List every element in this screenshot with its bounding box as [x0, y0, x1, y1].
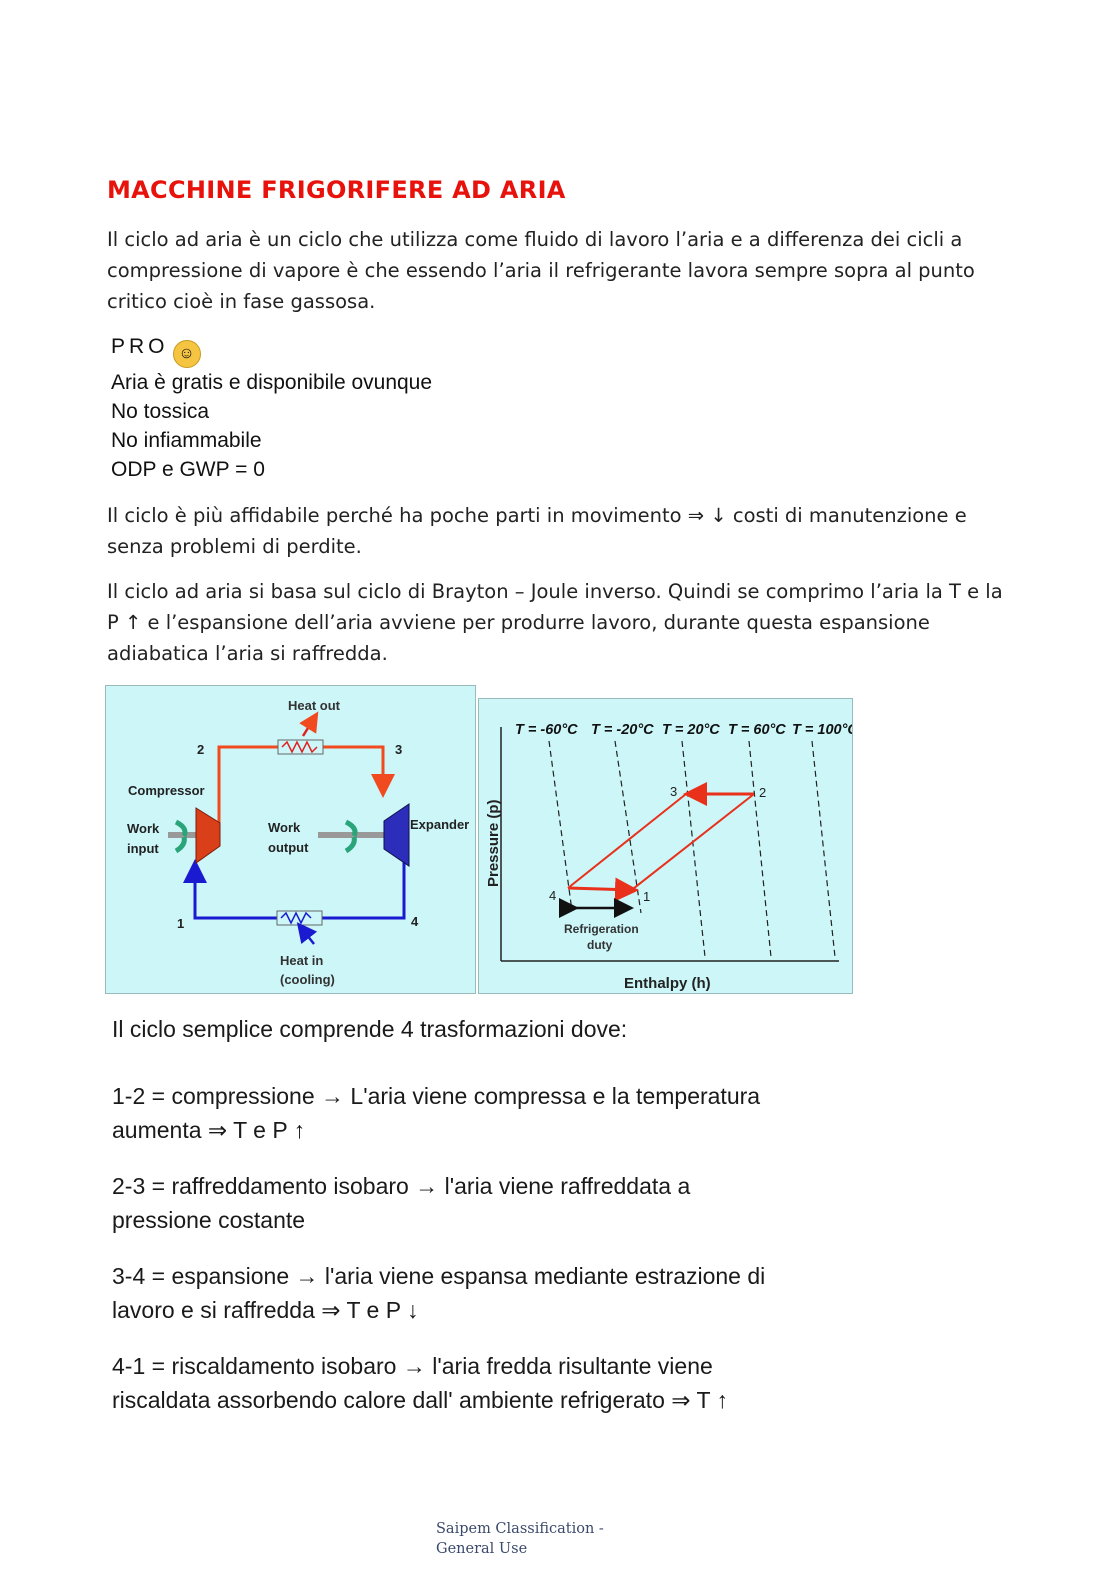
- compressor-label: Compressor: [128, 783, 205, 798]
- point-2-label: 2: [759, 785, 767, 800]
- isotherm-label: T = -20°C: [591, 722, 654, 738]
- smiley-icon: ☺: [173, 340, 201, 368]
- heat-in-label: Heat in: [280, 953, 324, 968]
- pro-list: [111, 332, 432, 484]
- heat-out-label: Heat out: [288, 698, 340, 713]
- transformations-list: [112, 1016, 782, 1439]
- pro-item: No tossica: [111, 400, 210, 423]
- point-4-label: 4: [411, 914, 419, 929]
- work-input-label: Work: [127, 821, 160, 836]
- isotherm-label: T = 20°C: [662, 722, 720, 738]
- refrigeration-duty-label-2: duty: [587, 938, 613, 952]
- work-input-label-2: input: [127, 841, 159, 856]
- list-intro: Il ciclo semplice comprende 4 trasformazioni dove:: [112, 1016, 628, 1042]
- pressure-enthalpy-diagram: [478, 698, 853, 994]
- list-item: 3-4 = espansione → l'aria viene espansa mediante estrazione di lavoro e si raffredda ⇒ T e P ↓: [112, 1263, 766, 1323]
- heat-exchanger-in: [277, 911, 322, 925]
- pro-heading-text: PRO: [111, 335, 169, 358]
- work-output-label-2: output: [268, 840, 309, 855]
- pro-item: ODP e GWP = 0: [111, 458, 265, 481]
- brayton-paragraph: Il ciclo ad aria si basa sul ciclo di Brayton – Joule inverso. Quindi se comprimo l’aria la T e la P ↑ e l’espansione dell’aria avviene per produrre lavoro, durante questa espansione adiabatica l’aria si raffredda.: [107, 580, 1003, 665]
- isotherm-label: T = -60°C: [515, 722, 578, 738]
- cold-line: [195, 861, 404, 918]
- expander-label: Expander: [410, 817, 470, 832]
- cooling-label: (cooling): [280, 972, 335, 987]
- list-item: 2-3 = raffreddamento isobaro → l'aria viene raffreddata a pressione costante: [112, 1173, 691, 1233]
- pro-item: Aria è gratis e disponibile ovunque: [111, 371, 433, 394]
- x-axis-label: Enthalpy (h): [624, 975, 711, 992]
- hot-line: [219, 747, 383, 826]
- cycle-schematic: [105, 685, 476, 994]
- point-4-label: 4: [549, 888, 557, 903]
- footer-classification: [436, 1519, 604, 1559]
- y-axis-label: Pressure (p): [485, 799, 502, 887]
- point-3-label: 3: [670, 784, 678, 799]
- intro-paragraph: Il ciclo ad aria è un ciclo che utilizza come fluido di lavoro l’aria e a differenza dei cicli a compressione di vapore è che essendo l’aria il refrigerante lavora sempre sopra al punto critico cioè in fase gassosa.: [107, 228, 975, 313]
- footer-line: Saipem Classification -: [436, 1521, 604, 1537]
- refrigeration-duty-label: Refrigeration: [564, 922, 639, 936]
- pro-heading: [111, 332, 432, 368]
- work-output-label: Work: [268, 820, 301, 835]
- page-title: MACCHINE FRIGORIFERE AD ARIA: [107, 176, 566, 204]
- list-item: 4-1 = riscaldamento isobaro → l'aria fredda risultante viene riscaldata assorbendo calore dall' ambiente refrigerato ⇒ T ↑: [112, 1353, 729, 1413]
- point-2-label: 2: [197, 742, 205, 757]
- point-3-label: 3: [395, 742, 403, 757]
- point-1-label: 1: [177, 916, 185, 931]
- reliability-paragraph: Il ciclo è più affidabile perché ha poche parti in movimento ⇒ ↓ costi di manutenzione e senza problemi di perdite.: [107, 504, 967, 558]
- point-1-label: 1: [643, 889, 651, 904]
- isotherm-label: T = 60°C: [728, 722, 786, 738]
- compressor-shape: [196, 808, 220, 863]
- expander-shape: [384, 804, 409, 866]
- isotherm-label: T = 100°C: [792, 722, 852, 738]
- list-item: 1-2 = compressione → L'aria viene compressa e la temperatura aumenta ⇒ T e P ↑: [112, 1083, 761, 1143]
- footer-line: General Use: [436, 1541, 528, 1557]
- pro-item: No infiammabile: [111, 429, 262, 452]
